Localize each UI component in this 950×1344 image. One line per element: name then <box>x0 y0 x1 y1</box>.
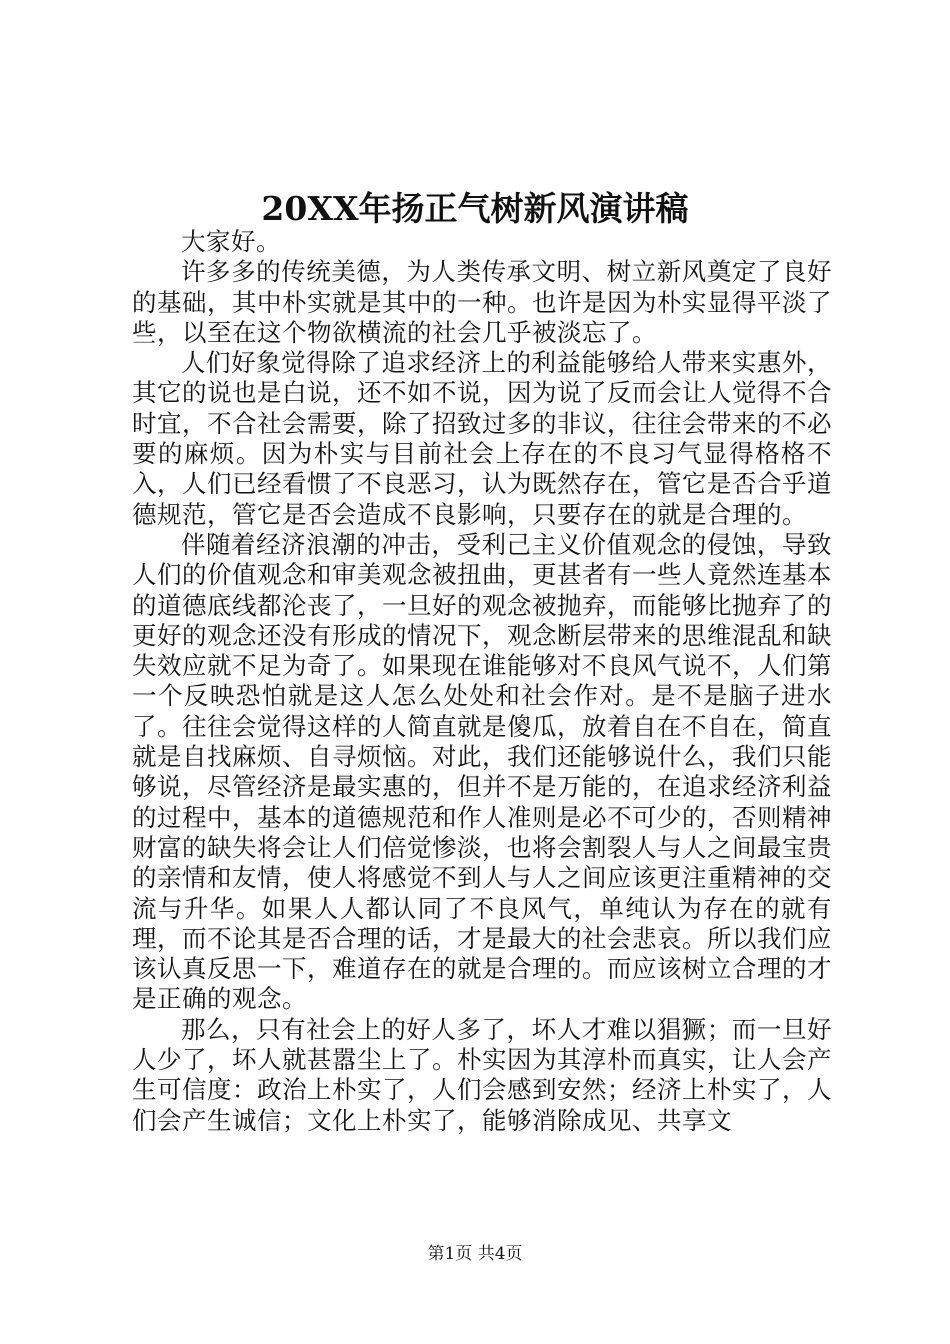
paragraph-4: 那么，只有社会上的好人多了，坏人才难以猖獗；而一旦好人少了，坏人就甚嚣尘上了。朴实因为其淳朴而真实，让人会产生可信度：政治上朴实了，人们会感到安然；经济上朴实了，人们会产生诚信；文化上朴实了，能够消除成见、共享文 <box>132 1014 832 1135</box>
paragraph-2: 人们好象觉得除了追求经济上的利益能够给人带来实惠外，其它的说也是白说，还不如不说，因为说了反而会让人觉得不合时宜，不合社会需要，除了招致过多的非议，往往会带来的不必要的麻烦。因为朴实与目前社会上存在的不良习气显得格格不入，人们已经看惯了不良恶习，认为既然存在，管它是否合乎道德规范，管它是否会造成不良影响，只要存在的就是合理的。 <box>132 348 832 529</box>
paragraph-greeting: 大家好。 <box>181 227 281 256</box>
document-title: 20XX年扬正气树新风演讲稿 <box>261 189 689 228</box>
paragraph-1: 许多多的传统美德，为人类传承文明、树立新风奠定了良好的基础，其中朴实就是其中的一种。也许是因为朴实显得平淡了些，以至在这个物欲横流的社会几乎被淡忘了。 <box>132 257 832 347</box>
paragraph-3: 伴随着经济浪潮的冲击，受利己主义价值观念的侵蚀，导致人们的价值观念和审美观念被扭曲，更甚者有一些人竟然连基本的道德底线都沦丧了，一旦好的观念被抛弃，而能够比抛弃了的更好的观念还没有形成的情况下，观念断层带来的思维混乱和缺失效应就不足为奇了。如果现在谁能够对不良风气说不，人们第一个反映恐怕就是这人怎么处处和社会作对。是不是脑子进水了。往往会觉得这样的人简直就是傻瓜，放着自在不自在，简直就是自找麻烦、自寻烦恼。对此，我们还能够说什么，我们只能够说，尽管经济是最实惠的，但并不是万能的，在追求经济利益的过程中，基本的道德规范和作人准则是必不可少的，否则精神财富的缺失将会让人们倍觉惨淡，也将会割裂人与人之间最宝贵的亲情和友情，使人将感觉不到人与人之间应该更注重精神的交流与升华。如果人人都认同了不良风气，单纯认为存在的就有理，而不论其是否合理的话，才是最大的社会悲哀。所以我们应该认真反思一下，难道存在的就是合理的。而应该树立合理的才是正确的观念。 <box>132 529 832 1014</box>
page-number-footer: 第1页 共4页 <box>427 1244 523 1264</box>
document-body <box>132 227 832 1136</box>
